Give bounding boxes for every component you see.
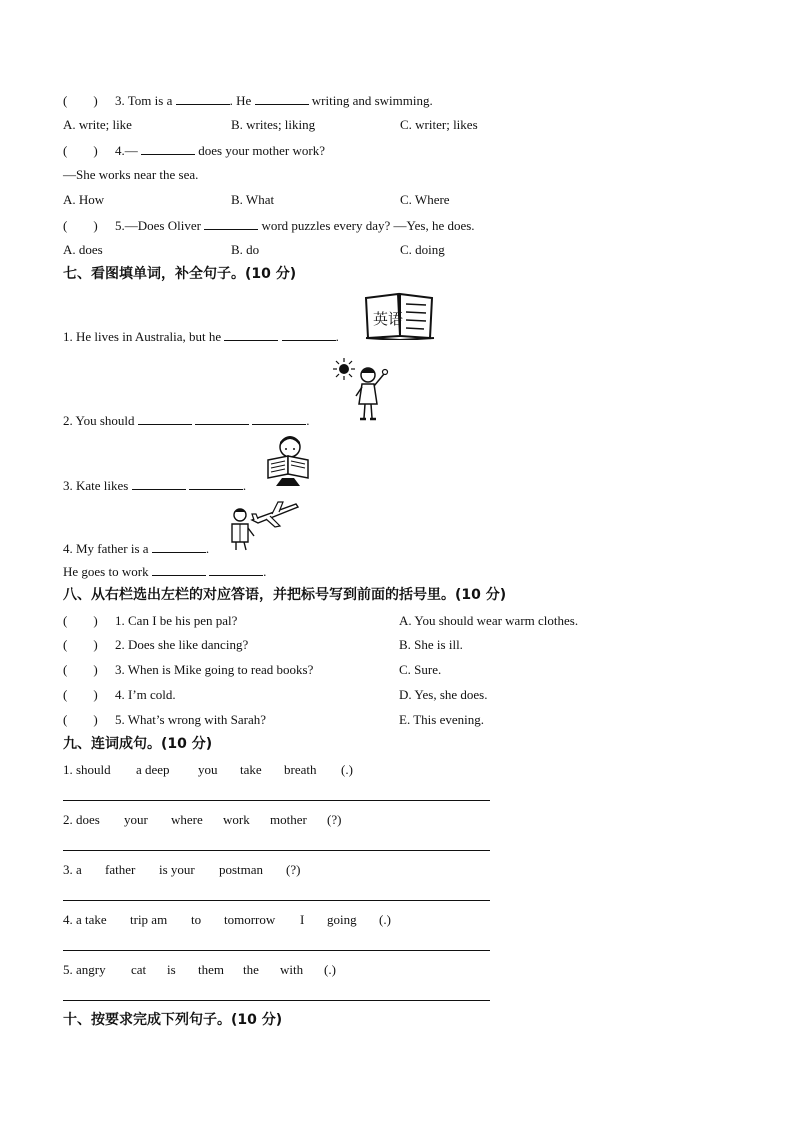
- q7-3: 3. Kate likes .: [63, 478, 247, 493]
- match-answer: A. You should wear warm clothes.: [399, 613, 579, 628]
- q7-1: 1. He lives in Australia, but he .: [63, 329, 339, 344]
- answer-paren[interactable]: ( ): [63, 712, 98, 727]
- fill-blank[interactable]: [209, 563, 263, 576]
- match-answer: D. Yes, she does.: [399, 687, 488, 702]
- answer-line[interactable]: [63, 950, 490, 951]
- fill-blank[interactable]: [252, 412, 306, 425]
- option-a: A. How: [63, 192, 105, 207]
- scrambled-row-3: 3. a father is your postman (?): [63, 862, 301, 877]
- answer-line[interactable]: [63, 800, 490, 801]
- answer-paren[interactable]: ( ): [63, 143, 98, 158]
- q6-4-reply: —She works near the sea.: [63, 167, 199, 182]
- scrambled-row-4: 4. a take trip am to tomorrow I going (.): [63, 912, 391, 927]
- answer-paren[interactable]: ( ): [63, 218, 98, 233]
- match-row: ( ) 2. Does she like dancing?: [63, 637, 249, 652]
- match-answer: E. This evening.: [399, 712, 484, 727]
- match-row: ( ) 3. When is Mike going to read books?: [63, 662, 314, 677]
- fill-blank[interactable]: [176, 92, 230, 105]
- answer-paren[interactable]: ( ): [63, 613, 98, 628]
- section-10-heading: 十、按要求完成下列句子。(10 分): [63, 1012, 283, 1028]
- fill-blank[interactable]: [152, 563, 206, 576]
- english-book-icon: [364, 292, 436, 340]
- option-a: A. does: [63, 242, 103, 257]
- match-row: ( ) 1. Can I be his pen pal?: [63, 613, 238, 628]
- match-row: ( ) 5. What’s wrong with Sarah?: [63, 712, 267, 727]
- fill-blank[interactable]: [152, 540, 206, 553]
- answer-paren[interactable]: ( ): [63, 93, 98, 108]
- answer-line[interactable]: [63, 850, 490, 851]
- scrambled-row-5: 5. angry cat is them the with (.): [63, 962, 336, 977]
- match-answer: B. She is ill.: [399, 637, 463, 652]
- section-8-heading: 八、从右栏选出左栏的对应答语，并把标号写到前面的括号里。(10 分): [63, 587, 507, 603]
- option-c: C. doing: [400, 242, 445, 257]
- fill-blank[interactable]: [204, 217, 258, 230]
- q7-4-extra: He goes to work .: [63, 564, 267, 579]
- section-7-heading: 七、看图填单词，补全句子。(10 分): [63, 266, 297, 282]
- option-b: B. do: [231, 242, 260, 257]
- fill-blank[interactable]: [141, 142, 195, 155]
- option-b: B. writes; liking: [231, 117, 316, 132]
- fill-blank[interactable]: [224, 328, 278, 341]
- fill-blank[interactable]: [138, 412, 192, 425]
- section-9-heading: 九、连词成句。(10 分): [63, 736, 213, 752]
- fill-blank[interactable]: [189, 477, 243, 490]
- q6-3: ( ) 3. Tom is a . He writing and swimming.: [63, 93, 433, 108]
- boy-reading-icon: [264, 434, 312, 486]
- q6-5: ( ) 5.—Does Oliver word puzzles every day? —Yes, he does.: [63, 218, 475, 233]
- option-b: B. What: [231, 192, 275, 207]
- fill-blank[interactable]: [282, 328, 336, 341]
- q7-2: 2. You should .: [63, 413, 310, 428]
- answer-line[interactable]: [63, 900, 490, 901]
- q7-4: 4. My father is a .: [63, 541, 210, 556]
- q6-4: ( ) 4.— does your mother work?: [63, 143, 325, 158]
- answer-line[interactable]: [63, 1000, 490, 1001]
- match-answer: C. Sure.: [399, 662, 442, 677]
- fill-blank[interactable]: [195, 412, 249, 425]
- answer-paren[interactable]: ( ): [63, 662, 98, 677]
- fill-blank[interactable]: [255, 92, 309, 105]
- answer-paren[interactable]: ( ): [63, 637, 98, 652]
- option-a: A. write; like: [63, 117, 132, 132]
- fill-blank[interactable]: [132, 477, 186, 490]
- girl-in-sun-icon: [330, 356, 392, 424]
- scrambled-row-1: 1. should a deep you take breath (.): [63, 762, 353, 777]
- option-c: C. Where: [400, 192, 450, 207]
- book-cover-text: 英语: [373, 310, 404, 328]
- pilot-plane-icon: [226, 498, 300, 552]
- match-row: ( ) 4. I’m cold.: [63, 687, 176, 702]
- option-c: C. writer; likes: [400, 117, 478, 132]
- scrambled-row-2: 2. does your where work mother (?): [63, 812, 342, 827]
- answer-paren[interactable]: ( ): [63, 687, 98, 702]
